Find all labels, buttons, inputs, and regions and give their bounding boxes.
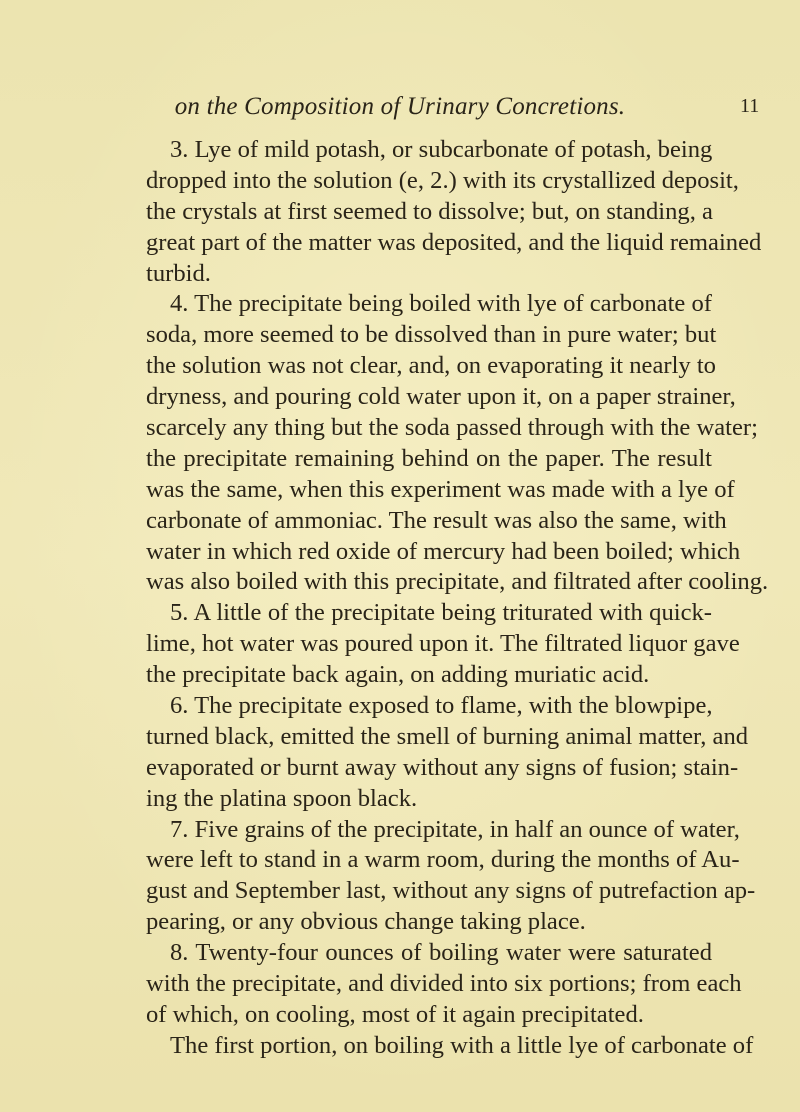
text-line: were left to stand in a warm room, during the months of Au- [146,846,740,874]
text-line: 4. The precipitate being boiled with lye of carbonate of [170,290,712,318]
text-line: was also boiled with this precipitate, and filtrated after cooling. [146,568,769,596]
text-line: 7. Five grains of the precipitate, in half an ounce of water, [170,815,740,843]
text-line: of which, on cooling, most of it again precipitated. [146,1000,644,1028]
running-title: on the Composition of Urinary Concretions. [174,93,626,120]
text-line: the precipitate remaining behind on the paper. The result [146,444,712,472]
text-line: was the same, when this experiment was made with a lye of [146,475,735,503]
text-line: scarcely any thing but the soda passed through with the water; [146,414,758,442]
text-line: turbid. [146,259,211,287]
text-line: the solution was not clear, and, on evaporating it nearly to [146,352,716,380]
text-line: 3. Lye of mild potash, or subcarbonate of potash, being [170,136,713,163]
text-line: soda, more seemed to be dissolved than in pure water; but [146,321,717,349]
text-line: the crystals at first seemed to dissolve; but, on standing, a [146,197,713,225]
text-line: ing the platina spoon black. [146,784,418,812]
text-line: carbonate of ammoniac. The result was also the same, with [146,506,727,534]
text-line: dryness, and pouring cold water upon it, on a paper strainer, [146,383,736,411]
text-line: 6. The precipitate exposed to flame, with the blowpipe, [170,692,713,720]
text-line: water in which red oxide of mercury had been boiled; which [146,537,741,565]
text-line: 5. A little of the precipitate being triturated with quick- [170,599,712,627]
text-line: turned black, emitted the smell of burning animal matter, and [146,722,749,750]
text-line: 8. Twenty-four ounces of boiling water were saturated [170,939,712,967]
text-line: gust and September last, without any signs of putrefaction ap- [146,877,756,905]
text-line: lime, hot water was poured upon it. The filtrated liquor gave [146,630,740,658]
page-header [0,93,800,127]
body-text [146,135,769,1062]
text-line: evaporated or burnt away without any signs of fusion; stain- [146,753,739,781]
text-line: with the precipitate, and divided into six portions; from each [146,970,742,998]
text-line: The first portion, on boiling with a little lye of carbonate of [170,1031,754,1059]
text-line: the precipitate back again, on adding muriatic acid. [146,661,650,689]
page-number: 11 [740,95,760,117]
text-line: pearing, or any obvious change taking place. [146,908,586,936]
text-line: dropped into the solution (e, 2.) with its crystallized deposit, [146,166,739,194]
text-line: great part of the matter was deposited, and the liquid remained [146,228,762,256]
